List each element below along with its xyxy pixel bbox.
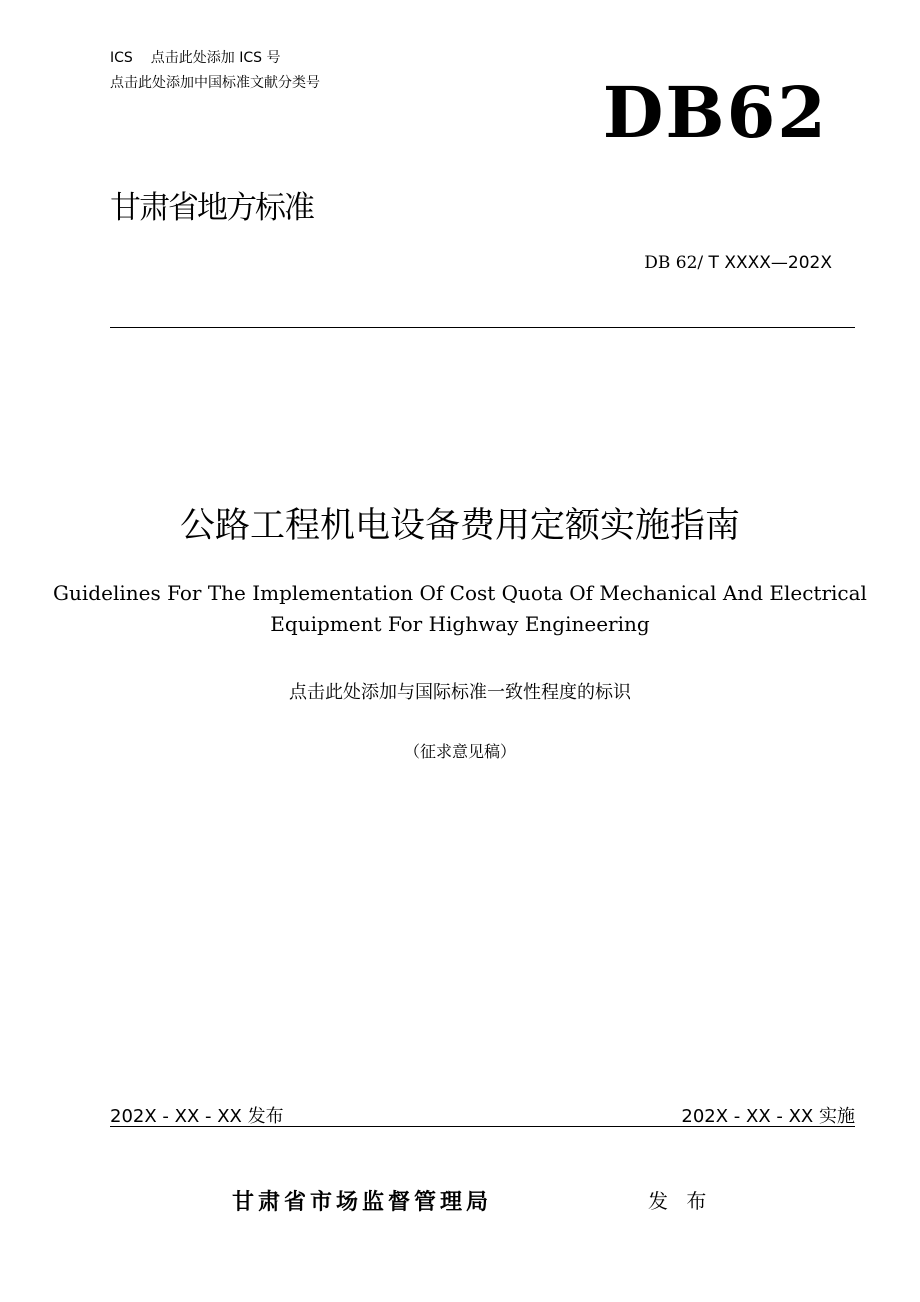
consistency-placeholder-field[interactable]: 点击此处添加与国际标准一致性程度的标识 [289,682,631,703]
issue-label: 发 布 [648,1189,713,1213]
draft-status: （征求意见稿） [403,742,516,761]
title-english [0,578,920,640]
title-english-line1: Guidelines For The Implementation Of Cost Quota Of Mechanical And Electrical [53,581,867,605]
title-english-line2: Equipment For Highway Engineering [270,612,650,636]
issuing-authority: 甘肃省市场监督管理局 [232,1190,493,1215]
publish-date: 202X - XX - XX 发布 [110,1106,284,1127]
top-divider [110,327,855,328]
standard-number-rest: T XXXX—202X [708,253,832,273]
title-chinese: 公路工程机电设备费用定额实施指南 [179,506,740,546]
standard-number [644,253,832,273]
standard-number-prefix: DB 62/ [644,253,704,273]
standard-category: 甘肃省地方标准 [110,190,313,226]
bottom-divider [110,1126,855,1127]
ics-placeholder-field[interactable]: 点击此处添加 ICS 号 [150,50,281,66]
ics-number [110,47,281,67]
ics-label: ICS [110,50,133,66]
ccs-placeholder-field[interactable]: 点击此处添加中国标准文献分类号 [110,75,320,91]
implement-date: 202X - XX - XX 实施 [681,1106,855,1127]
standard-code-logo: DB62 [602,71,828,154]
